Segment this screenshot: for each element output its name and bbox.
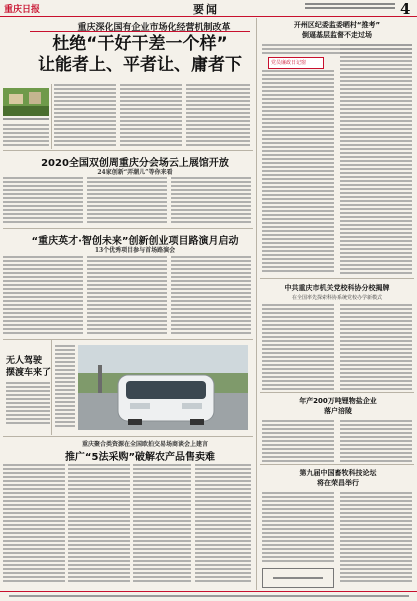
right-article2-subtitle: 在全国率先探索科协系统党校办学新模式 — [291, 295, 382, 301]
article-divider — [3, 150, 253, 151]
right-article4-body — [340, 492, 412, 584]
drone-article-title — [6, 355, 52, 379]
second-article-body — [3, 177, 83, 225]
main-title-line1: 杜绝“干好干差一个样” — [52, 34, 228, 54]
right-article4-body — [262, 492, 334, 564]
right-article4-title — [268, 468, 408, 488]
right-article4-title-line2: 将在荣昌举行 — [317, 479, 359, 487]
drone-article-body — [55, 345, 75, 429]
drone-title-line2: 摆渡车来了 — [6, 368, 52, 378]
masthead-logo: 重庆日报 — [4, 5, 41, 15]
article-divider — [260, 278, 414, 279]
right-article1-title-line1: 开州区纪委监委晒村“推考” — [293, 21, 381, 29]
third-article-body — [3, 256, 83, 336]
header-dateline-block — [305, 2, 395, 9]
article-photo — [3, 88, 49, 116]
third-article-subtitle: 13个优秀项目参与首场路演会 — [94, 247, 176, 254]
shuttle-bus-image — [78, 345, 248, 430]
right-article4-title-line1: 第九届中国畜牧科技论坛 — [299, 469, 377, 477]
right-article2-title: 中共重庆市机关党校科协分校揭牌 — [284, 284, 390, 292]
article-divider — [3, 436, 253, 437]
column-badge: 党员廉政日记窗 — [268, 57, 324, 69]
second-article-body — [171, 177, 251, 225]
bottom-article-title: 推广“5法采购”破解农产品售卖难 — [64, 452, 216, 463]
section-title: 要闻 — [193, 3, 219, 16]
right-article3-title-line1: 年产200万吨锂物盐企业 — [299, 397, 377, 405]
article-divider — [3, 228, 253, 229]
info-box — [262, 568, 334, 588]
right-article3-body — [262, 420, 334, 464]
second-article-body — [87, 177, 167, 225]
bottom-article-body — [133, 464, 191, 584]
article-divider — [260, 464, 414, 465]
main-article-body — [3, 124, 49, 148]
right-article1-title-line2: 倒逼基层监督不走过场 — [302, 31, 372, 39]
photo-caption-text — [6, 382, 50, 426]
bottom-article-kicker: 重庆聚合类资源在全国欧拍交易场商谈会上建言 — [81, 441, 208, 448]
bottom-article-body — [3, 464, 65, 584]
main-article-body — [186, 84, 250, 148]
article-divider — [260, 392, 414, 393]
page-number: 4 — [400, 0, 411, 18]
bottom-article-body — [195, 464, 251, 584]
landscape-image — [3, 88, 49, 116]
main-article-kicker: 重庆深化国有企业市场化经营机制改革 — [77, 23, 231, 33]
second-article-title: 2020全国双创周重庆分会场云上展馆开放 — [41, 158, 229, 169]
main-article-body — [54, 84, 116, 148]
right-article2-body — [340, 304, 412, 392]
right-article3-title-line2: 落户涪陵 — [324, 407, 352, 415]
main-article-title — [30, 34, 250, 76]
third-article-body — [171, 256, 251, 336]
third-article-title: “重庆英才·智创未来”创新创业项目路演月启动 — [31, 236, 239, 247]
photo-caption — [3, 117, 49, 120]
right-article3-body — [340, 420, 412, 464]
main-article-body — [120, 84, 182, 148]
column-divider — [256, 18, 257, 590]
article-divider — [3, 339, 253, 340]
drone-title-line1: 无人驾驶 — [6, 356, 43, 366]
main-title-line2: 让能者上、平者让、庸者下 — [38, 55, 242, 75]
autonomous-shuttle-photo — [78, 345, 248, 430]
column-divider — [51, 84, 52, 149]
right-article2-body — [262, 304, 334, 392]
right-article3-title — [268, 396, 408, 416]
right-article1-title — [262, 20, 412, 40]
second-article-subtitle: 24家创新“弄潮儿”等你来看 — [97, 169, 173, 176]
right-article1-body — [340, 44, 412, 276]
third-article-body — [87, 256, 167, 336]
right-article1-body — [262, 70, 334, 274]
bottom-article-body — [68, 464, 130, 584]
